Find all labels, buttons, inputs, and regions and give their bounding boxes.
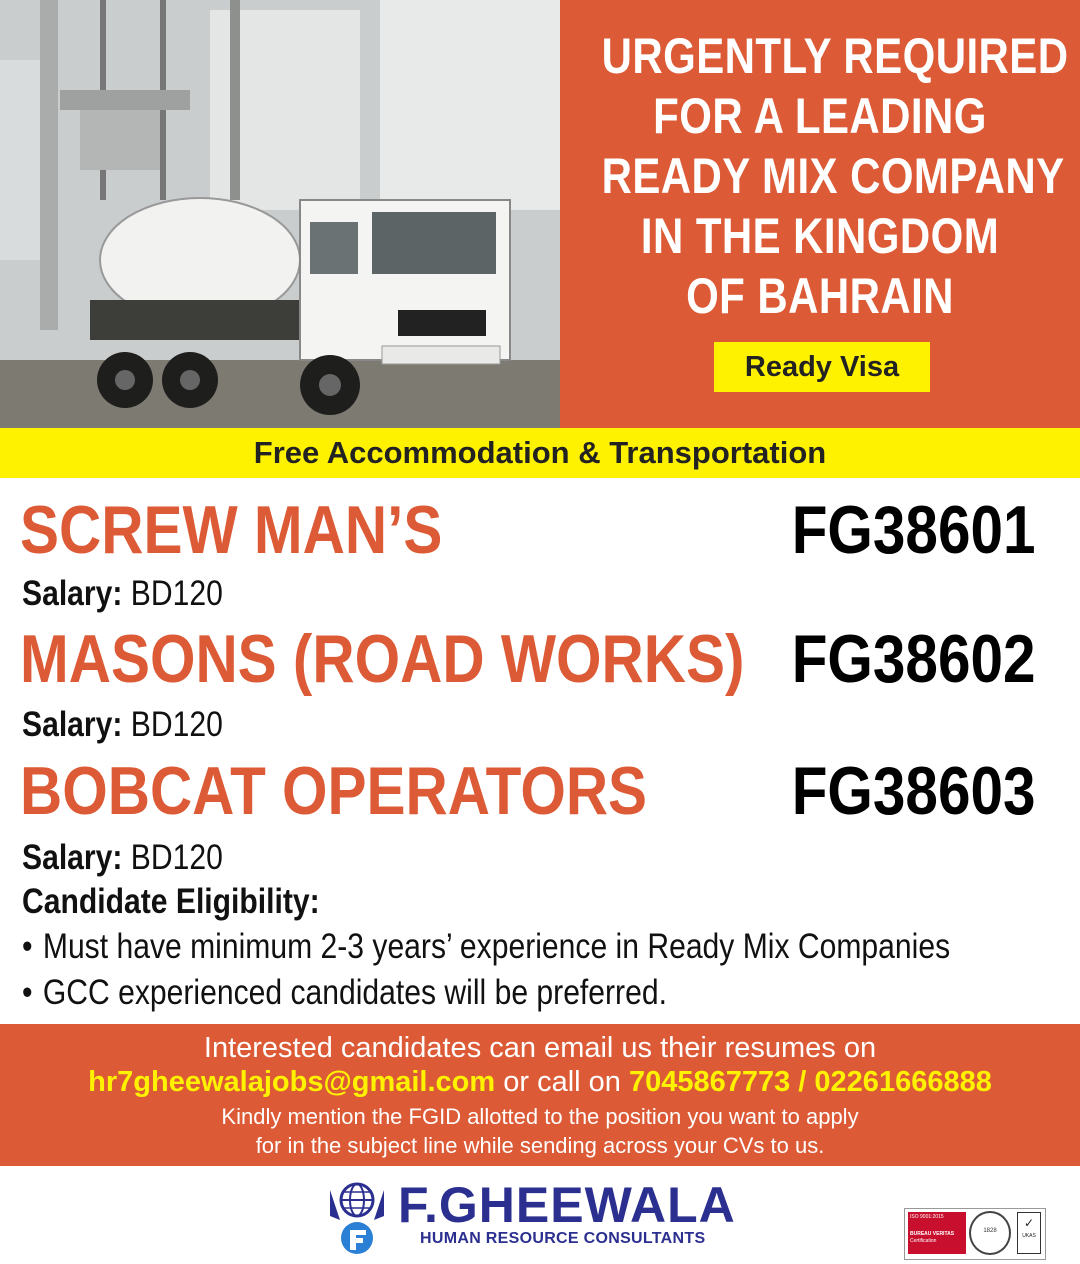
globe-f-logo-icon: [326, 1180, 388, 1256]
cert-body-text: BUREAU VERITAS: [910, 1231, 955, 1237]
salary-label: Salary:: [22, 705, 123, 744]
brand-tagline: HUMAN RESOURCE CONSULTANTS: [420, 1230, 706, 1247]
eligibility-heading: Candidate Eligibility:: [22, 882, 320, 921]
salary-value: BD120: [130, 838, 223, 877]
salary-value: BD120: [130, 574, 223, 613]
salary-line: [22, 705, 223, 745]
eligibility-item: [22, 926, 950, 968]
cert-year-text: 1828: [983, 1228, 997, 1234]
contact-email-link[interactable]: hr7gheewalajobs@gmail.com: [88, 1066, 496, 1098]
headline-line: FOR A LEADING: [653, 88, 987, 144]
eligibility-text: GCC experienced candidates will be preferred.: [42, 973, 667, 1012]
ready-visa-badge: Ready Visa: [714, 342, 930, 392]
benefit-text: Free Accommodation & Transportation: [253, 435, 827, 470]
ukas-mark-icon: [1017, 1212, 1041, 1254]
ukas-text: UKAS: [1022, 1233, 1036, 1239]
job-code: FG38603: [792, 753, 1036, 829]
job-title: MASONS (ROAD WORKS): [20, 621, 745, 697]
salary-value: BD120: [130, 705, 223, 744]
contact-call-text: or call on: [503, 1066, 621, 1098]
certification-badge: [904, 1208, 1046, 1260]
salary-line: [22, 574, 223, 614]
headline-line: URGENTLY REQUIRED: [601, 28, 1069, 84]
contact-details: [0, 1064, 1080, 1100]
contact-phone-link[interactable]: 7045867773 / 02261666888: [628, 1066, 992, 1098]
contact-note-line: for in the subject line while sending across your CVs to us.: [255, 1133, 825, 1158]
headline: [601, 26, 1069, 326]
salary-label: Salary:: [22, 838, 123, 877]
concrete-mixer-truck-photo: [0, 0, 560, 428]
eligibility-text: Must have minimum 2-3 years’ experience in Ready Mix Companies: [42, 927, 951, 966]
bullet-icon: •: [22, 927, 33, 966]
headline-line: READY MIX COMPANY: [601, 148, 1065, 204]
job-code: FG38602: [792, 621, 1036, 697]
job-title: SCREW MAN’S: [20, 492, 443, 568]
cert-iso-text: ISO 9001:2015: [910, 1214, 944, 1220]
hero-section: [0, 0, 1080, 428]
headline-line: OF BAHRAIN: [686, 268, 954, 324]
job-code: FG38601: [792, 492, 1036, 568]
benefit-strip: [0, 428, 1080, 478]
headline-line: IN THE KINGDOM: [640, 208, 1000, 264]
contact-band: [0, 1024, 1080, 1166]
bullet-icon: •: [22, 973, 33, 1012]
cert-sub-text: Certification: [910, 1238, 937, 1244]
eligibility-item: [22, 972, 667, 1014]
check-icon: ✓: [1024, 1216, 1035, 1230]
salary-label: Salary:: [22, 574, 123, 613]
job-title: BOBCAT OPERATORS: [20, 753, 648, 829]
contact-intro: Interested candidates can email us their resumes on: [203, 1032, 877, 1064]
salary-line: [22, 838, 223, 878]
bureau-veritas-mark: [908, 1212, 966, 1254]
contact-note-line: Kindly mention the FGID allotted to the position you want to apply: [221, 1104, 859, 1129]
bureau-veritas-seal-icon: [969, 1211, 1011, 1255]
contact-note: [0, 1102, 1080, 1160]
footer: [0, 1166, 1080, 1264]
brand-name: F.GHEEWALA: [398, 1177, 736, 1233]
